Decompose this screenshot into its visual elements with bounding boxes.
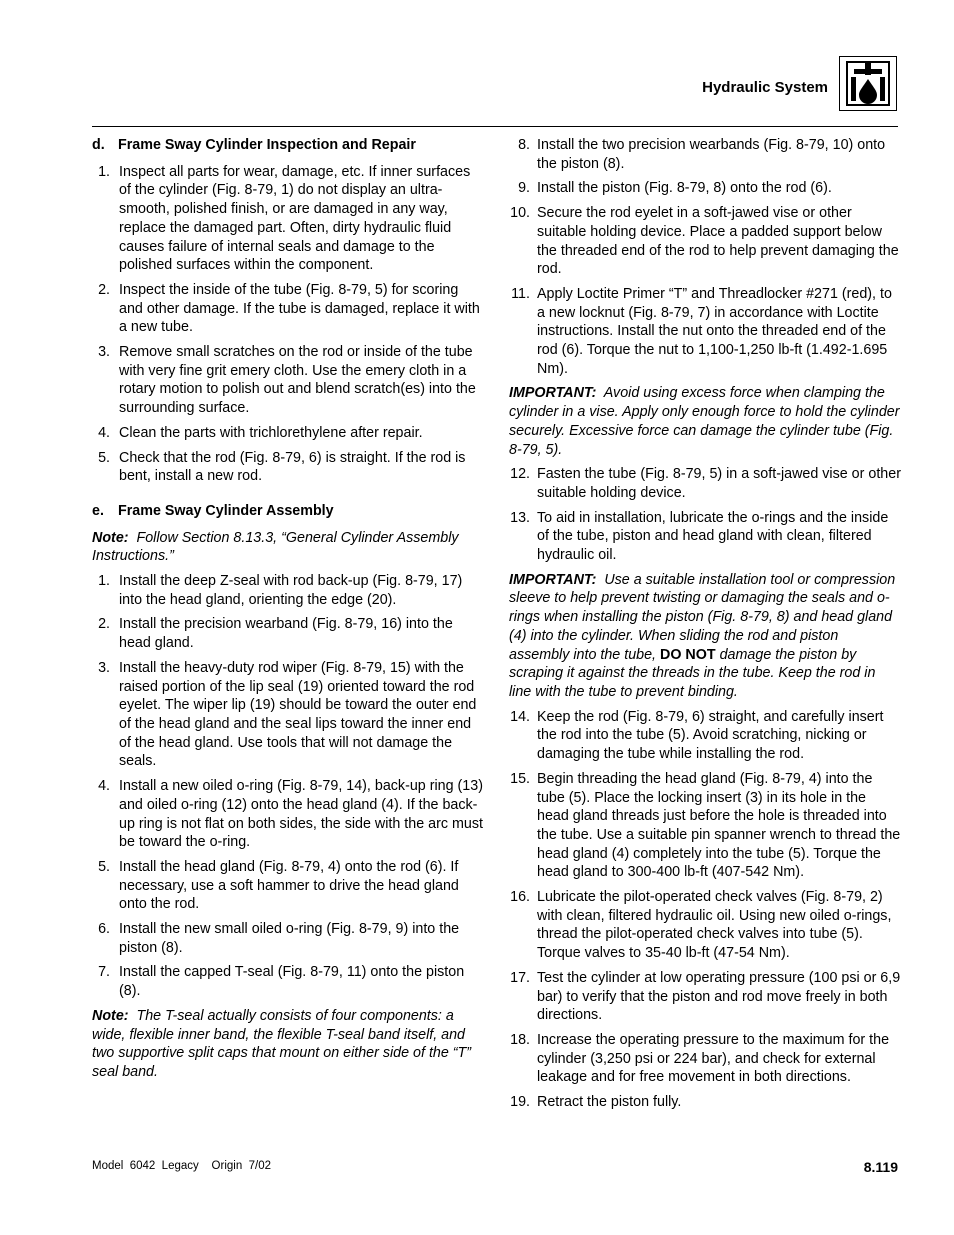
section-d-heading: d. Frame Sway Cylinder Inspection and Repair xyxy=(92,137,416,153)
list-item: 13. To aid in installation, lubricate the o-rings and the inside of the tube, piston and head gland with clean, filtered hydraulic oil. xyxy=(510,509,889,564)
list-item: 5. Install the head gland (Fig. 8-79, 4) onto the rod (6). If necessary, use a soft hammer to drive the head gland onto the rod. xyxy=(98,858,459,913)
t-seal-note: Note: The T-seal actually consists of four components: a wide, flexible inner band, the flexible T-seal band itself, and two supportive split caps that mount on either side of the “T” seal band. xyxy=(92,1007,472,1080)
footer-model-info: Model 6042 Legacy Origin 7/02 xyxy=(92,1160,271,1172)
list-item: 2. Inspect the inside of the tube (Fig. 8-79, 5) for scoring and other damage. If the tube is damaged, replace it with a new tube. xyxy=(98,281,480,336)
hydraulic-cylinder-drop-icon xyxy=(839,56,897,111)
list-item: 10. Secure the rod eyelet in a soft-jawed vise or other suitable holding device. Place a padded support below the threaded end of the rod to help prevent damaging the rod. xyxy=(510,205,899,278)
left-column xyxy=(92,136,484,1088)
assembly-steps-list xyxy=(92,572,484,1001)
right-column xyxy=(509,136,901,1118)
list-item: 9. Install the piston (Fig. 8-79, 8) onto the rod (6). xyxy=(518,180,832,197)
list-item: 11. Apply Loctite Primer “T” and Threadlocker #271 (red), to a new locknut (Fig. 8-79, 7) in accordance with Loctite instructions. Install the nut onto the threaded end of the rod (6). Torque the nut to 1,100-1,250 lb-ft (1.492-1.695 Nm). xyxy=(511,285,892,377)
page-number: 8.119 xyxy=(863,1159,898,1175)
list-item: 18. Increase the operating pressure to the maximum for the cylinder (3,250 psi or 224 bar), and check for external leakage and for free movement in both directions. xyxy=(510,1031,890,1086)
assembly-steps-list-b xyxy=(509,465,901,565)
assembly-steps-list-c xyxy=(509,708,901,1112)
list-item: 12. Fasten the tube (Fig. 8-79, 5) in a soft-jawed vise or other suitable holding device. xyxy=(510,466,901,501)
list-item: 4. Clean the parts with trichlorethylene after repair. xyxy=(98,424,423,441)
page-header-title: Hydraulic System xyxy=(702,79,828,96)
list-item: 1. Install the deep Z-seal with rod back-up (Fig. 8-79, 17) into the head gland, orienting the edge (20). xyxy=(98,573,463,608)
list-item: 6. Install the new small oiled o-ring (Fig. 8-79, 9) into the piston (8). xyxy=(98,921,460,956)
header-divider xyxy=(92,126,898,127)
list-item: 17. Test the cylinder at low operating pressure (100 psi or 6,9 bar) to verify that the piston and rod move freely in both directions. xyxy=(510,969,901,1024)
list-item: 4. Install a new oiled o-ring (Fig. 8-79, 14), back-up ring (13) and oiled o-ring (12) onto the head gland (4). If the back-up ring is not flat on both sides, the side with the arc must be toward the o-ring. xyxy=(98,778,483,851)
list-item: 15. Begin threading the head gland (Fig. 8-79, 4) into the tube (5). Place the locking insert (3) in its hole in the head gland threads just before the hole is threaded into the tube. Use a suitable pin spanner wrench to thread the head gland (4) completely into the tube (5). Torque the head gland to 300-400 lb-ft (407-542 Nm). xyxy=(510,770,901,881)
list-item: 3. Install the heavy-duty rod wiper (Fig. 8-79, 15) with the raised portion of the lip seal (19) oriented toward the rod eyelet. The wiper lip (19) should be toward the outer end of the head gland and the seal lips toward the inner end of the head gland. Use tools that will not damage the seals. xyxy=(98,659,477,770)
list-item: 16. Lubricate the pilot-operated check valves (Fig. 8-79, 2) with clean, filtered hydraulic oil. Using new oiled o-rings, thread the pilot-operated check valves into tube (5). Torque valves to 35-40 lb-ft (47-54 Nm). xyxy=(510,889,892,962)
assembly-note: Note: Follow Section 8.13.3, “General Cylinder Assembly Instructions.” xyxy=(92,529,459,565)
list-item: 7. Install the capped T-seal (Fig. 8-79, 11) onto the piston (8). xyxy=(98,964,465,1000)
inspection-steps-list xyxy=(92,163,484,486)
important-installation-warning: IMPORTANT: Use a suitable installation tool or compression sleeve to help prevent twisting or damaging the seals and o-rings when installing the piston (Fig. 8-79, 8) and head gland (4) into the cylinder. When sliding the rod and piston assembly into the tube, DO NOT damage the piston by scraping it against the threads in the tube. Keep the rod in line with the tube to prevent binding. xyxy=(509,571,896,700)
list-item: 5. Check that the rod (Fig. 8-79, 6) is straight. If the rod is bent, install a new rod. xyxy=(98,449,466,485)
assembly-steps-list-continued xyxy=(509,136,901,378)
important-vise-warning: IMPORTANT: Avoid using excess force when clamping the cylinder in a vise. Apply only enough force to hold the cylinder securely. Excessive force can damage the cylinder tube (Fig. 8-79, 5). xyxy=(509,385,900,458)
list-item: 1. Inspect all parts for wear, damage, etc. If inner surfaces of the cylinder (Fig. 8-79, 1) do not display an ultra-smooth, polished finish, or are damaged in any way, replace the damaged part. Often, dirty hydraulic fluid causes failure of internal seals and damage to the polished surfaces within the component. xyxy=(98,163,471,274)
list-item: 19. Retract the piston fully. xyxy=(510,1094,682,1111)
section-e-heading: e. Frame Sway Cylinder Assembly xyxy=(92,502,334,519)
list-item: 3. Remove small scratches on the rod or inside of the tube with very fine grit emery cloth. Use the emery cloth in a rotary motion to polish out and blend scratch(es) into the surrounding surface. xyxy=(98,344,476,417)
list-item: 8. Install the two precision wearbands (Fig. 8-79, 10) onto the piston (8). xyxy=(518,137,886,172)
list-item: 2. Install the precision wearband (Fig. 8-79, 16) into the head gland. xyxy=(98,616,453,652)
list-item: 14. Keep the rod (Fig. 8-79, 6) straight, and carefully insert the rod into the tube (5). Avoid scratching, nicking or damaging the tube while installing the rod. xyxy=(510,708,884,763)
